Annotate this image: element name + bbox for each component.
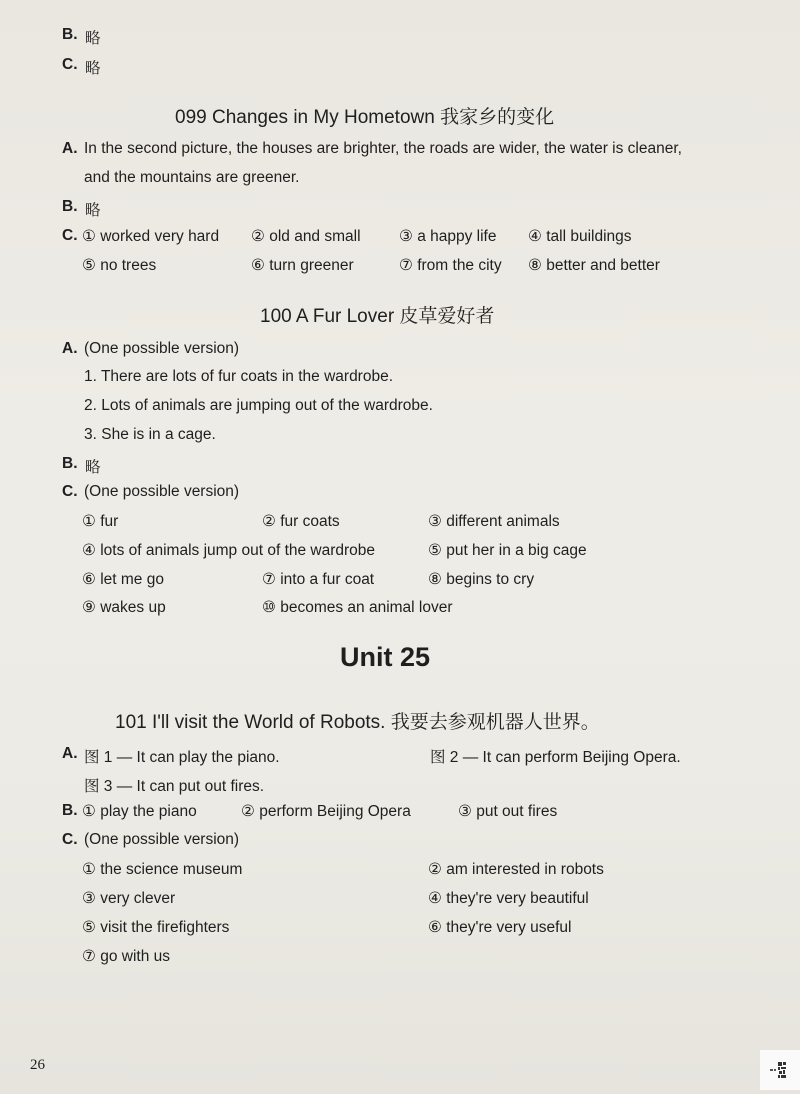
answer-text: 略 xyxy=(85,202,101,219)
answer-line: 图 1 — It can play the piano. xyxy=(84,749,280,766)
answer-item: ② perform Beijing Opera xyxy=(241,803,411,820)
answer-item: ⑤ visit the firefighters xyxy=(82,919,230,936)
answer-item: ① worked very hard xyxy=(82,228,220,245)
answer-item: ③ very clever xyxy=(82,890,176,907)
answer-line: and the mountains are greener. xyxy=(84,169,300,186)
answer-line: In the second picture, the houses are brighter, the roads are wider, the water is cleaner, xyxy=(84,140,682,157)
answer-label-c: C. xyxy=(62,483,78,500)
answer-item: ⑧ better and better xyxy=(528,257,660,274)
answer-text: 略 xyxy=(85,30,101,47)
answer-label-c: C. xyxy=(62,227,78,244)
answer-intro: (One possible version) xyxy=(84,340,240,357)
answer-label-a: A. xyxy=(62,745,78,762)
answer-line: 1. There are lots of fur coats in the wardrobe. xyxy=(84,368,394,385)
answer-item: ⑦ from the city xyxy=(399,257,502,274)
answer-item: ④ they're very beautiful xyxy=(428,890,589,907)
answer-intro: (One possible version) xyxy=(84,831,240,848)
answer-item: ⑤ no trees xyxy=(82,257,157,274)
answer-item: ④ tall buildings xyxy=(528,228,632,245)
answer-label-b: B. xyxy=(62,455,78,472)
page-number: 26 xyxy=(30,1057,45,1073)
answer-item: ⑤ put her in a big cage xyxy=(428,542,587,559)
unit-heading: Unit 25 xyxy=(340,642,431,672)
answer-label-b: B. xyxy=(62,802,78,819)
section-title-099: 099 Changes in My Hometown 我家乡的变化 xyxy=(175,107,555,128)
answer-line: 3. She is in a cage. xyxy=(84,426,216,443)
answer-line: 2. Lots of animals are jumping out of the wardrobe. xyxy=(84,397,433,414)
answer-item: ⑥ turn greener xyxy=(251,257,354,274)
answer-item: ④ lots of animals jump out of the wardrobe xyxy=(82,542,376,559)
answer-label-b: B. xyxy=(62,26,78,43)
answer-item: ② fur coats xyxy=(262,513,340,530)
answer-item: ⑦ into a fur coat xyxy=(262,571,375,588)
answer-item: ① the science museum xyxy=(82,861,243,878)
answer-label-a: A. xyxy=(62,340,78,357)
answer-item: ① fur xyxy=(82,513,119,530)
section-title-101: 101 I'll visit the World of Robots. 我要去参观机器人世界。 xyxy=(115,712,600,733)
answer-item: ⑥ let me go xyxy=(82,571,164,588)
answer-item: ⑨ wakes up xyxy=(82,599,166,616)
answer-item: ⑥ they're very useful xyxy=(428,919,572,936)
answer-line: 图 3 — It can put out fires. xyxy=(84,778,265,795)
answer-item: ⑧ begins to cry xyxy=(428,571,535,588)
answer-line: 图 2 — It can perform Beijing Opera. xyxy=(430,749,681,766)
answer-intro: (One possible version) xyxy=(84,483,240,500)
answer-item: ① play the piano xyxy=(82,803,197,820)
answer-label-c: C. xyxy=(62,56,78,73)
answer-item: ③ a happy life xyxy=(399,228,497,245)
answer-item: ③ put out fires xyxy=(458,803,558,820)
answer-item: ② old and small xyxy=(251,228,361,245)
answer-item: ③ different animals xyxy=(428,513,560,530)
answer-item: ② am interested in robots xyxy=(428,861,604,878)
answer-label-c: C. xyxy=(62,831,78,848)
answer-label-b: B. xyxy=(62,198,78,215)
answer-text: 略 xyxy=(85,60,101,77)
answer-text: 略 xyxy=(85,459,101,476)
answer-label-a: A. xyxy=(62,140,78,157)
answer-item: ⑩ becomes an animal lover xyxy=(262,599,453,616)
answer-item: ⑦ go with us xyxy=(82,948,170,965)
qr-code-icon xyxy=(760,1050,800,1090)
section-title-100: 100 A Fur Lover 皮草爱好者 xyxy=(260,306,495,327)
